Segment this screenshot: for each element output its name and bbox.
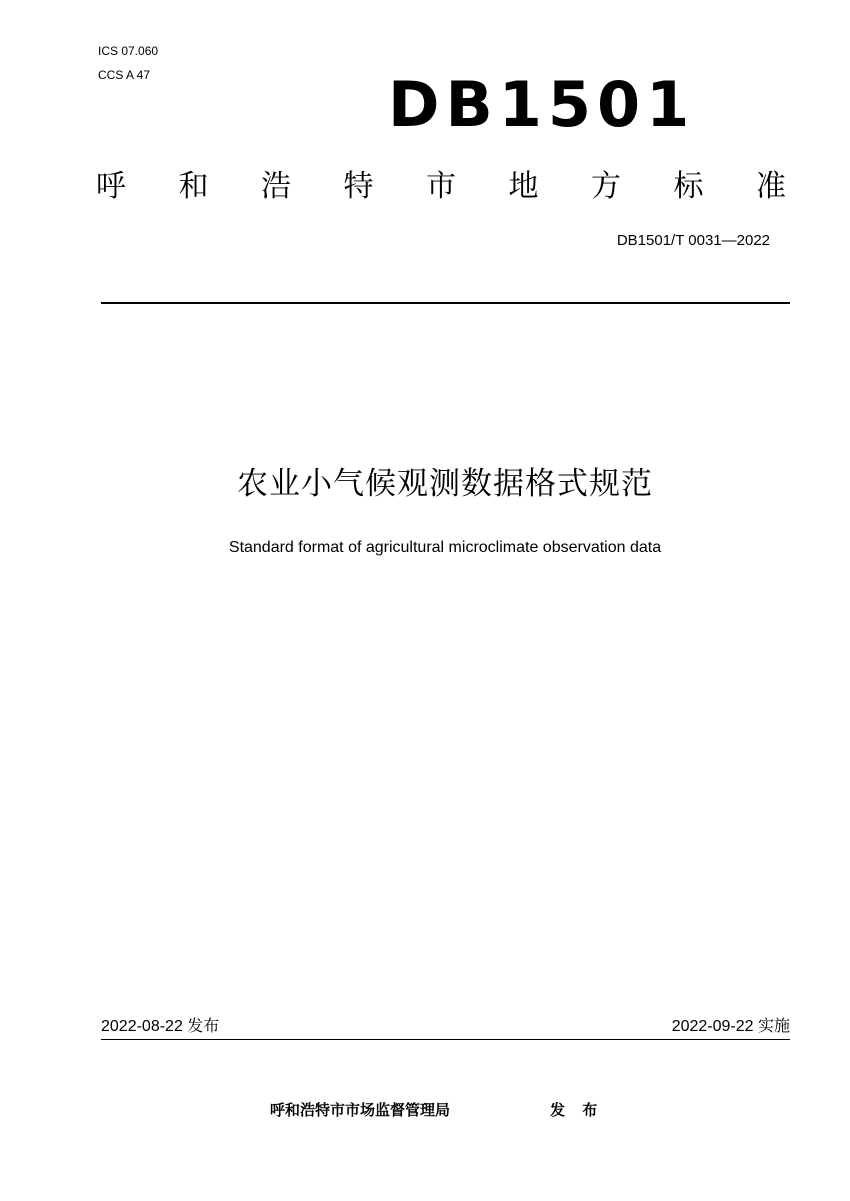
- standard-type-char: 和: [178, 169, 209, 204]
- standard-type-char: 特: [343, 169, 374, 204]
- issuing-authority: 呼和浩特市市场监督管理局: [270, 1101, 451, 1119]
- standard-type-char: 方: [591, 169, 621, 204]
- standard-type-char: 地: [508, 169, 539, 204]
- standard-type-char: 浩: [261, 169, 291, 204]
- issue-label: 发 布: [550, 1101, 604, 1119]
- release-date: 2022-08-22 发布: [101, 1018, 220, 1035]
- standard-type-char: 标: [673, 169, 704, 204]
- standard-type-char: 呼: [96, 169, 126, 204]
- standard-type-char: 市: [426, 169, 456, 204]
- standard-type-heading: [96, 164, 786, 210]
- standard-number: DB1501/T 0031—2022: [616, 232, 770, 249]
- document-title-english: Standard format of agricultural microclimate observation data: [228, 539, 662, 556]
- standard-type-char: 准: [756, 169, 786, 204]
- implementation-date: 2022-09-22 实施: [671, 1018, 790, 1035]
- date-row: [101, 1016, 790, 1038]
- header-divider: [101, 302, 790, 304]
- footer-divider: [101, 1039, 790, 1040]
- document-title-chinese: 农业小气候观测数据格式规范: [237, 466, 653, 502]
- ics-code: ICS 07.060: [98, 44, 159, 58]
- db-standard-code: DB1501: [388, 68, 696, 141]
- ccs-code: CCS A 47: [98, 68, 151, 82]
